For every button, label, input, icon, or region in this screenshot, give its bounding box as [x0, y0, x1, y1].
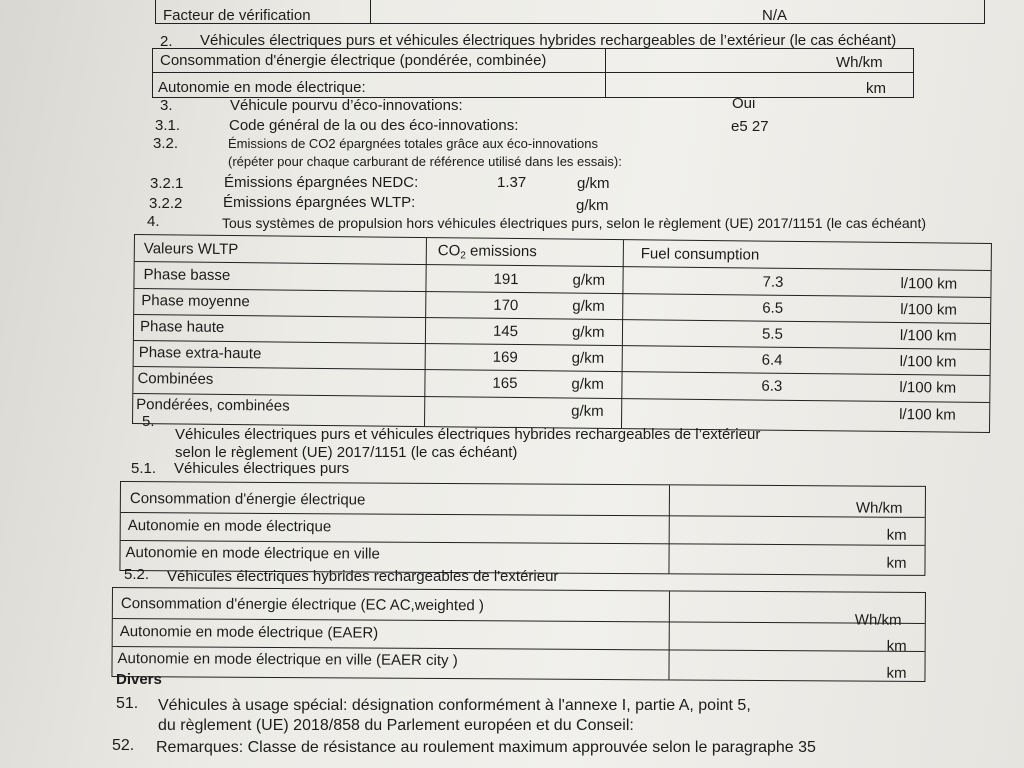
divers-heading: Divers: [116, 671, 162, 688]
section-5-2-number: 5.2.: [124, 566, 150, 583]
section-2-row-label: Consommation d'énergie électrique (pondérée, combinée): [160, 52, 547, 69]
item-51-number: 51.: [116, 695, 139, 712]
section-3-2-2-number: 3.2.2: [149, 195, 183, 212]
section-2-title: Véhicules électriques purs et véhicules électriques hybrides rechargeables de l’extérieur (le cas échéant): [200, 32, 897, 49]
section-5-1-row-unit: Wh/km: [855, 499, 903, 517]
section-3-2-1-unit: g/km: [577, 175, 610, 192]
section-3-2-number: 3.2.: [153, 135, 179, 152]
section-3-2-2-label: Émissions épargnées WLTP:: [223, 194, 416, 211]
section-3-1-label: Code général de la ou des éco-innovations:: [229, 117, 519, 134]
section-3-2-note: (répéter pour chaque carburant de référence utilisé dans les essais):: [228, 154, 622, 169]
section-5-1-number: 5.1.: [131, 460, 157, 477]
row-fuel-unit: l/100 km: [900, 275, 958, 293]
row-label: Phase moyenne: [141, 292, 250, 311]
row-fuel-unit: l/100 km: [900, 301, 958, 319]
section-3-label: Véhicule pourvu d’éco-innovations:: [230, 97, 463, 114]
row-fuel-value: 6.5: [762, 299, 784, 317]
row-co2-unit: g/km: [571, 349, 605, 367]
co2-subscript: 2: [460, 250, 466, 262]
section-4-number: 4.: [147, 213, 160, 230]
section-5-2-row-label: Consommation d'énergie électrique (EC AC,weighted ): [120, 595, 484, 615]
section-5-number: 5.: [142, 413, 155, 430]
row-fuel-unit: l/100 km: [899, 327, 957, 345]
row-co2-unit: g/km: [571, 323, 605, 341]
table-row-line: [134, 366, 990, 376]
verification-factor-label: Facteur de vérification: [163, 7, 311, 24]
header-co2-emissions: [438, 243, 537, 262]
row-label: Pondérées, combinées: [136, 396, 290, 415]
co2-suffix: emissions: [465, 242, 537, 261]
row-fuel-value: 5.5: [761, 325, 783, 343]
section-5-2-row-label: Autonomie en mode électrique (EAER): [119, 623, 379, 642]
row-label: Phase basse: [143, 266, 231, 285]
wltp-table: [132, 234, 992, 433]
item-52-line1: Remarques: Classe de résistance au roulement maximum approuvée selon le paragraphe 35: [156, 739, 816, 756]
row-fuel-unit: l/100 km: [899, 353, 957, 371]
co2-prefix: CO: [437, 242, 461, 260]
row-co2-unit: g/km: [571, 375, 605, 393]
section-3-2-label: Émissions de CO2 épargnées totales grâce aux éco-innovations: [228, 136, 598, 151]
row-co2-value: 191: [493, 270, 519, 289]
section-5-1-row-unit: km: [886, 526, 907, 544]
row-co2-value: 165: [492, 374, 518, 393]
section-2-row-label: Autonomie en mode électrique:: [158, 79, 366, 96]
section-5-2-row-unit: Wh/km: [854, 611, 902, 629]
row-co2-unit: g/km: [572, 297, 605, 315]
row-fuel-unit: l/100 km: [899, 379, 957, 397]
section-2-row-unit: Wh/km: [836, 54, 883, 71]
section-5-1-row-unit: km: [886, 554, 907, 572]
section-5-2-table: [111, 587, 926, 682]
row-fuel-value: 6.4: [761, 351, 783, 369]
section-4-title: Tous systèmes de propulsion hors véhicules électriques purs, selon le règlement (UE) 2017/1151 (le cas échéant): [222, 215, 926, 231]
row-co2-value: 170: [493, 296, 519, 315]
table-col-line: [424, 238, 427, 426]
row-co2-value: 145: [492, 322, 519, 341]
row-label: Phase extra-haute: [138, 344, 262, 363]
item-52-number: 52.: [112, 737, 135, 754]
row-co2-unit: g/km: [572, 271, 606, 289]
section-3-number: 3.: [160, 97, 173, 114]
section-3-2-1-value: 1.37: [497, 174, 527, 191]
item-51-line2: du règlement (UE) 2018/858 du Parlement européen et du Conseil:: [158, 717, 634, 734]
section-5-2-title: Véhicules électriques hybrides rechargeables de l'extérieur: [167, 568, 559, 585]
row-fuel-value: 7.3: [762, 273, 784, 291]
row-label: Combinées: [137, 370, 214, 388]
section-2-row-unit: km: [866, 80, 886, 97]
table-row-line: [134, 314, 990, 324]
section-3-value: Oui: [732, 95, 756, 112]
section-3-2-1-label: Émissions épargnées NEDC:: [224, 174, 419, 191]
verification-factor-value: N/A: [762, 7, 788, 24]
section-5-title-line1: Véhicules électriques purs et véhicules électriques hybrides rechargeables de l’extérieur: [175, 426, 761, 443]
section-3-2-2-unit: g/km: [576, 197, 609, 214]
table-row-line: [134, 288, 990, 298]
section-3-2-1-number: 3.2.1: [150, 175, 184, 192]
section-5-1-table: [119, 481, 926, 576]
row-fuel-value: 6.3: [761, 377, 783, 395]
row-divider: [370, 0, 371, 24]
table-row-line: [134, 340, 990, 350]
section-5-1-row-label: Consommation d'énergie électrique: [129, 490, 366, 509]
section-5-title-line2: selon le règlement (UE) 2017/1151 (le cas échéant): [175, 444, 518, 461]
section-5-2-row-unit: km: [886, 637, 907, 655]
header-wltp-values: Valeurs WLTP: [143, 240, 239, 259]
section-3-1-number: 3.1.: [155, 117, 181, 134]
section-5-2-row-unit: km: [886, 664, 907, 682]
row-label: Phase haute: [139, 318, 225, 336]
table-row-line: [152, 72, 914, 73]
row-co2-unit: g/km: [571, 402, 604, 420]
table-col-line: [668, 591, 670, 679]
section-5-1-row-label: Autonomie en mode électrique en ville: [125, 544, 380, 563]
section-3-1-value: e5 27: [731, 118, 769, 135]
row-fuel-unit: l/100 km: [899, 406, 956, 424]
section-5-1-title: Véhicules électriques purs: [174, 460, 350, 477]
section-2-number: 2.: [160, 33, 173, 50]
table-col-line: [668, 485, 670, 573]
table-col-line: [621, 240, 624, 428]
header-fuel-consumption: Fuel consumption: [640, 245, 760, 264]
table-col-line: [605, 48, 606, 98]
section-5-2-row-label: Autonomie en mode électrique en ville (EAER city ): [117, 650, 458, 670]
row-co2-value: 169: [492, 348, 518, 367]
section-5-1-row-label: Autonomie en mode électrique: [127, 517, 332, 536]
item-51-line1: Véhicules à usage spécial: désignation conformément à l'annexe I, partie A, point 5,: [158, 697, 751, 714]
table-row-line: [135, 261, 991, 271]
